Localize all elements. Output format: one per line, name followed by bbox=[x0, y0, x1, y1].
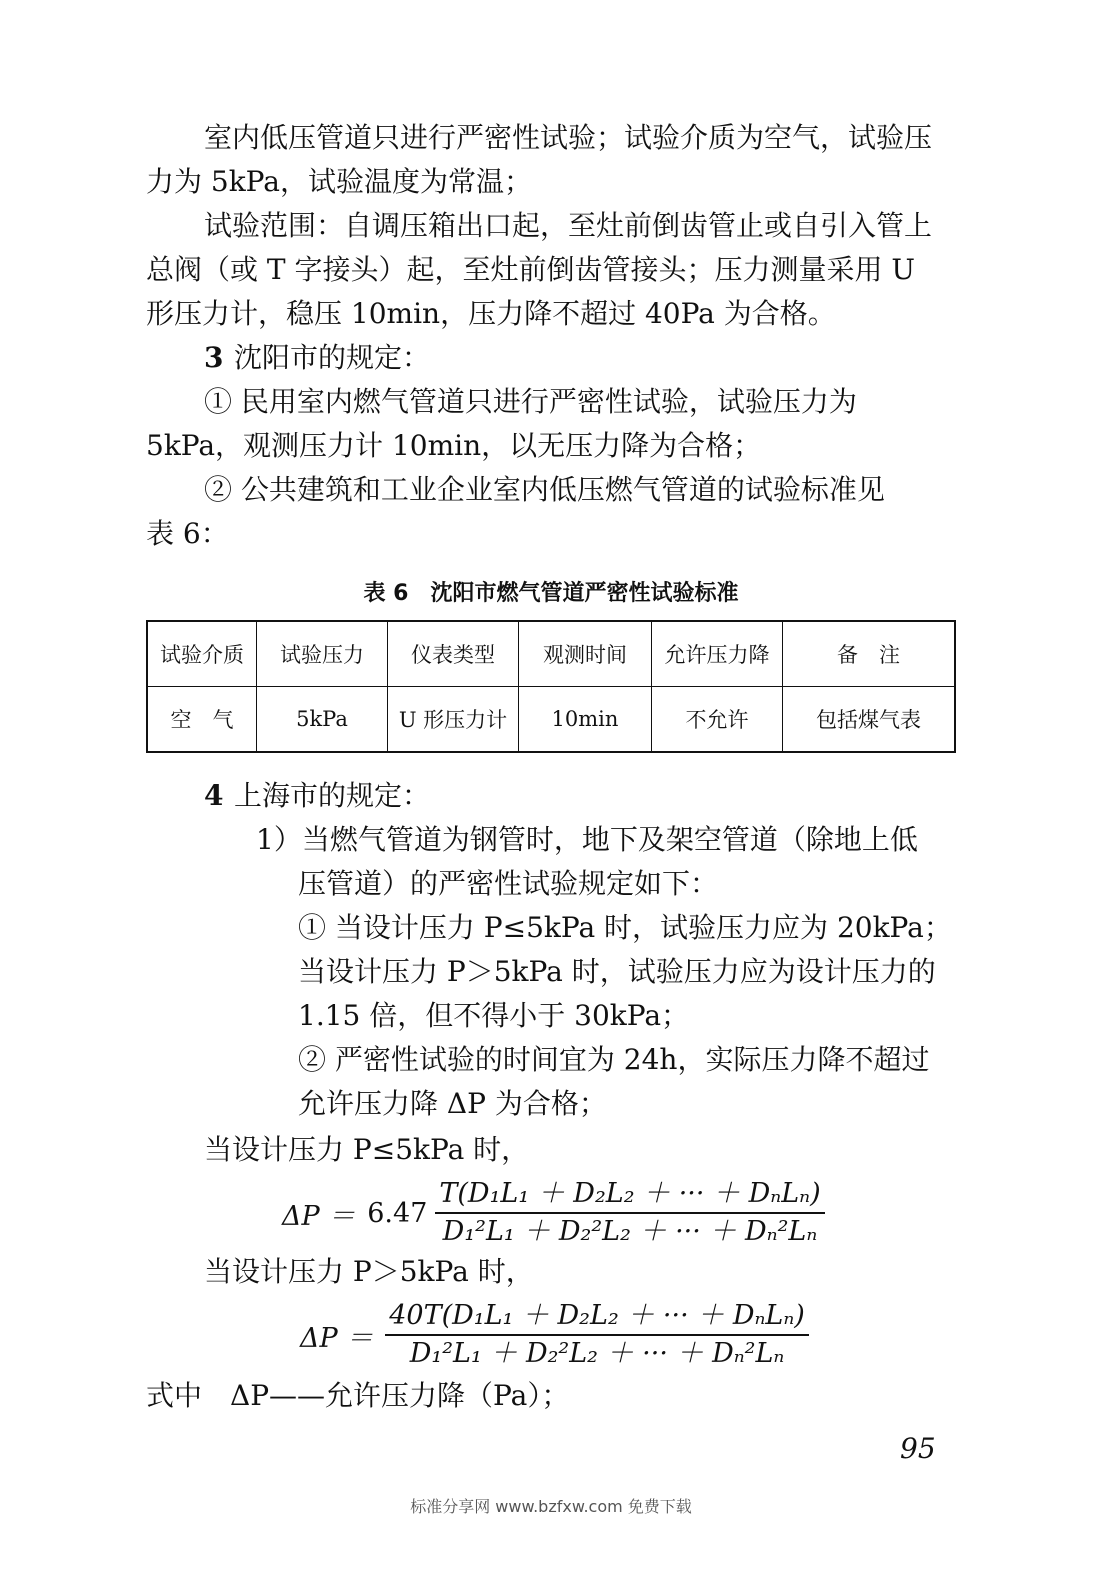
table-cell: 不允许 bbox=[652, 687, 783, 753]
condition-line: 当设计压力 P≤5kPa 时， bbox=[204, 1133, 530, 1166]
list-item-line: 表 6： bbox=[146, 517, 229, 550]
paragraph-line: 力为 5kPa，试验温度为常温； bbox=[146, 165, 532, 198]
paragraph-line: 室内低压管道只进行严密性试验；试验介质为空气，试验压 bbox=[204, 121, 933, 154]
formula-1 bbox=[282, 1178, 825, 1248]
section-number: 3 bbox=[204, 341, 224, 374]
formula-fraction bbox=[385, 1300, 809, 1370]
list-item-line: ② 公共建筑和工业企业室内低压燃气管道的试验标准见 bbox=[204, 473, 885, 506]
list-item-line: 5kPa，观测压力计 10min，以无压力降为合格； bbox=[146, 429, 762, 462]
table-cell: 包括煤气表 bbox=[783, 687, 956, 753]
formula-lhs: ΔP ＝ bbox=[300, 1322, 374, 1354]
table-header-cell: 观测时间 bbox=[519, 621, 652, 687]
site-footer: 标准分享网 www.bzfxw.com 免费下载 bbox=[410, 1497, 692, 1516]
standards-table bbox=[146, 620, 956, 753]
list-item-line: 压管道）的严密性试验规定如下： bbox=[298, 867, 719, 900]
section-number: 4 bbox=[204, 779, 224, 812]
table-row bbox=[147, 687, 955, 753]
table-header-cell: 试验压力 bbox=[257, 621, 388, 687]
table-cell: 空 气 bbox=[147, 687, 257, 753]
formula-denominator: D₁²L₁ ＋ D₂²L₂ ＋ ··· ＋ Dₙ²Lₙ bbox=[409, 1338, 785, 1369]
table-header-cell: 试验介质 bbox=[147, 621, 257, 687]
table-cell: U 形压力计 bbox=[388, 687, 519, 753]
paragraph-line: 形压力计，稳压 10min，压力降不超过 40Pa 为合格。 bbox=[146, 297, 836, 330]
section-title: 沈阳市的规定： bbox=[234, 341, 431, 374]
table-header-cell: 允许压力降 bbox=[652, 621, 783, 687]
paragraph-line: 试验范围：自调压箱出口起，至灶前倒齿管止或自引入管上 bbox=[204, 209, 933, 242]
table-cell: 5kPa bbox=[257, 687, 388, 753]
page-number: 95 bbox=[900, 1432, 936, 1465]
table-header-row bbox=[147, 621, 955, 687]
formula-lhs: ΔP ＝ bbox=[282, 1200, 356, 1232]
list-item-line: 1）当燃气管道为钢管时，地下及架空管道（除地上低 bbox=[256, 823, 918, 856]
list-item-line: ① 民用室内燃气管道只进行严密性试验，试验压力为 bbox=[204, 385, 857, 418]
section-heading bbox=[204, 340, 430, 376]
table-caption: 表 6 沈阳市燃气管道严密性试验标准 bbox=[363, 581, 739, 606]
condition-line: 当设计压力 P＞5kPa 时， bbox=[204, 1255, 534, 1288]
list-item-line: ① 当设计压力 P≤5kPa 时，试验压力应为 20kPa； bbox=[298, 911, 952, 944]
list-item-line: 1.15 倍，但不得小于 30kPa； bbox=[298, 999, 690, 1032]
paragraph-line: 总阀（或 T 字接头）起，至灶前倒齿管接头；压力测量采用 U bbox=[146, 253, 915, 286]
table-header-cell: 备 注 bbox=[783, 621, 956, 687]
list-item-line: 当设计压力 P＞5kPa 时，试验压力应为设计压力的 bbox=[298, 955, 936, 988]
formula-numerator: T(D₁L₁ ＋ D₂L₂ ＋ ··· ＋ DₙLₙ) bbox=[435, 1178, 824, 1214]
formula-2 bbox=[300, 1300, 809, 1370]
formula-fraction bbox=[435, 1178, 824, 1248]
table-cell: 10min bbox=[519, 687, 652, 753]
section-title: 上海市的规定： bbox=[234, 779, 431, 812]
list-item-line: ② 严密性试验的时间宜为 24h，实际压力降不超过 bbox=[298, 1043, 930, 1076]
where-clause: 式中 ΔP——允许压力降（Pa）； bbox=[146, 1379, 570, 1412]
formula-numerator: 40T(D₁L₁ ＋ D₂L₂ ＋ ··· ＋ DₙLₙ) bbox=[385, 1300, 809, 1336]
list-item-line: 允许压力降 ΔP 为合格； bbox=[298, 1087, 607, 1120]
section-heading bbox=[204, 778, 430, 814]
formula-coefficient: 6.47 bbox=[367, 1197, 428, 1229]
formula-denominator: D₁²L₁ ＋ D₂²L₂ ＋ ··· ＋ Dₙ²Lₙ bbox=[442, 1216, 818, 1247]
table-header-cell: 仪表类型 bbox=[388, 621, 519, 687]
